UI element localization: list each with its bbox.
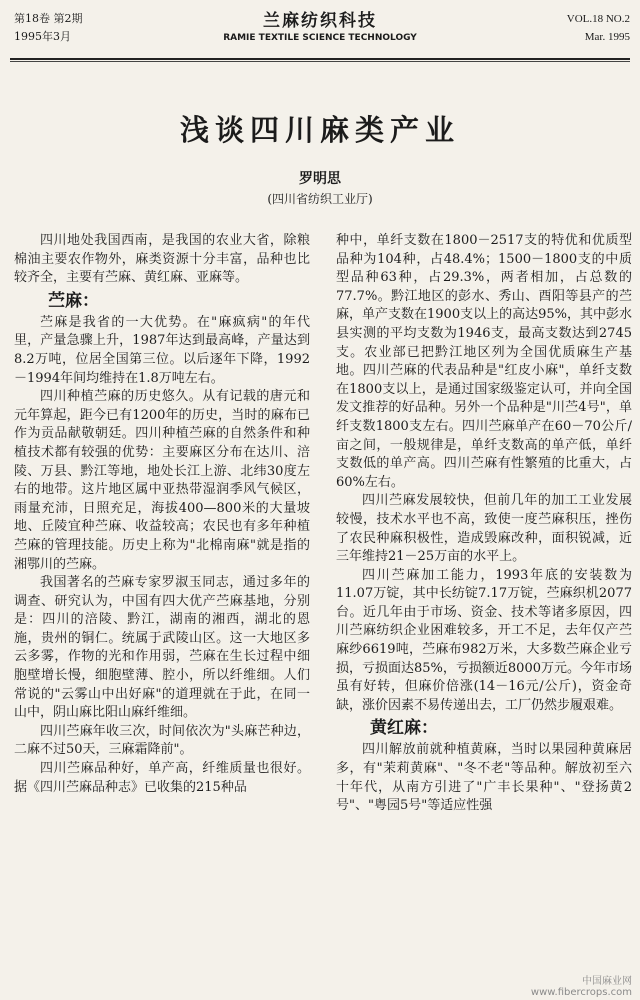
volume-en: VOL.18 NO.2 xyxy=(566,13,630,25)
journal-name-cn: 兰麻纺织科技 xyxy=(263,11,377,31)
section-heading: 黄红麻： xyxy=(370,718,438,739)
journal-name-en: RAMIE TEXTILE SCIENCE TECHNOLOGY xyxy=(223,33,417,43)
watermark-url: www.fibercrops.com xyxy=(530,987,632,998)
author-affiliation: (四川省纺织工业厅) xyxy=(267,192,373,206)
article-title: 浅谈四川麻类产业 xyxy=(179,113,460,147)
paragraph: 种中，单纤支数在1800－2517支的特优和优质型品种为104种，占48.4%；1500－1800支的中质型品种63种，占29.3%，两者相加，占总数的77.7%。黔江地区的彭水、秀山、酉阳等县产的苎麻，单产支数在1900支以上的高达95%，其中彭水县实测的平均支数为1946支，最高支数达到2745支。农业部已把黔江地区列为全国优质麻生产基地。四川苎麻的代表品种是"红皮小麻"，单纤支数在1800支以上，是通过国家级鉴定认可，并向全国发文推荐的好品种。另外一个品种是"川苎4号"，单纤支数1800支左右。四川苎麻单产在60－70公斤/亩之间，一般规律是，单纤支数高的单产低，单纤支数低的单产高。四川苎麻有性繁殖的比重大，占60%左右。 xyxy=(336,233,632,490)
date-en: Mar. 1995 xyxy=(584,31,630,43)
paragraph: 四川地处我国西南，是我国的农业大省，除粮棉油主要农作物外，麻类资源十分丰富，品种也比较齐全，主要有苎麻、黄红麻、亚麻等。 xyxy=(14,233,310,286)
watermark-name: 中国麻业网 xyxy=(582,976,632,987)
paragraph: 四川种植苎麻的历史悠久。从有记载的唐元和元年算起，距今已有1200年的历史，当时的麻布已作为贡品献敬朝廷。四川种植苎麻的自然条件和种植技术都有较强的优势：主要麻区分布在达川、涪陵、万县、黔江等地，地处长江上游、北纬30度左右的地带。这片地区属中亚热带湿润季风气候区，雨量充沛，日照充足，海拔400—800米的大量坡地、丘陵宜种苎麻、收益较高；农民也有多年种植苎麻的管理技能。历史上称为"北棉南麻"就是指的湘鄂川的苎麻。 xyxy=(14,389,310,572)
paragraph: 四川苎麻品种好，单产高，纤维质量也很好。据《四川苎麻品种志》已收集的215种品 xyxy=(14,761,310,795)
paragraph: 我国著名的苎麻专家罗淑玉同志，通过多年的调查、研究认为，中国有四大优产苎麻基地，分别是：四川的涪陵、黔江，湖南的湘西，湖北的恩施，贵州的铜仁。统属于武陵山区。这一大地区多云多雾，作物的光和作用弱，苎麻在生长过程中细胞壁增长慢，细胞壁薄、腔小，所以纤维细。人们常说的"云雾山中出好麻"的道理就在于此，在同一山中，阴山麻比阳山麻纤维细。 xyxy=(14,575,310,721)
body-column-right xyxy=(336,232,632,816)
site-watermark xyxy=(531,976,632,998)
paragraph: 四川解放前就种植黄麻，当时以果园种黄麻居多，有"茉莉黄麻"、"冬不老"等品种。解放初至六十年代，从南方引进了"广丰长果种"、"登扬黄2号"、"粤园5号"等适应性强 xyxy=(336,742,632,814)
issue-date: 1995年3月 xyxy=(14,30,71,43)
paragraph: 四川苎麻年收三次，时间依次为"头麻芒种边，二麻不过50天，三麻霜降前"。 xyxy=(14,723,310,758)
section-heading: 苎麻： xyxy=(48,290,99,311)
paragraph: 苎麻是我省的一大优势。在"麻疯病"的年代里，产量急骤上升，1987年达到最高峰，产量达到8.2万吨，位居全国第三位。以后逐年下降，1992－1994年间均维持在1.8万吨左右。 xyxy=(14,314,310,386)
journal-header xyxy=(0,0,640,62)
volume-issue: 第18卷 第2期 xyxy=(14,12,83,25)
header-rule-thin xyxy=(10,61,630,62)
body-column-left xyxy=(14,232,310,797)
article-author: 罗明思 xyxy=(299,171,341,187)
header-rule xyxy=(10,58,630,60)
header-right xyxy=(567,10,630,46)
header-left xyxy=(14,10,83,46)
paragraph: 四川苎麻发展较快，但前几年的加工工业发展较慢，技术水平也不高，致使一度苎麻积压，挫伤了农民种麻积极性，造成毁麻改种，面积锐减，近三年维持21－25万亩的水平上。 xyxy=(336,493,632,565)
paragraph: 四川苎麻加工能力，1993年底的安装数为11.07万锭，其中长纺锭7.17万锭，苎麻织机2077台。近几年由于市场、资金、技术等诸多原因，四川苎麻纺织企业困难较多，开工不足，去年仅产苎麻纱6619吨，苎麻布982万米，大多数苎麻企业亏损，亏损面达85%，亏损额近8000万元。今年市场虽有好转，但麻价倍涨(14－16元/公斤)，资金奇缺，涨价因素不易传递出去，工厂仍然步履艰难。 xyxy=(336,567,632,713)
journal-masthead xyxy=(180,6,460,43)
